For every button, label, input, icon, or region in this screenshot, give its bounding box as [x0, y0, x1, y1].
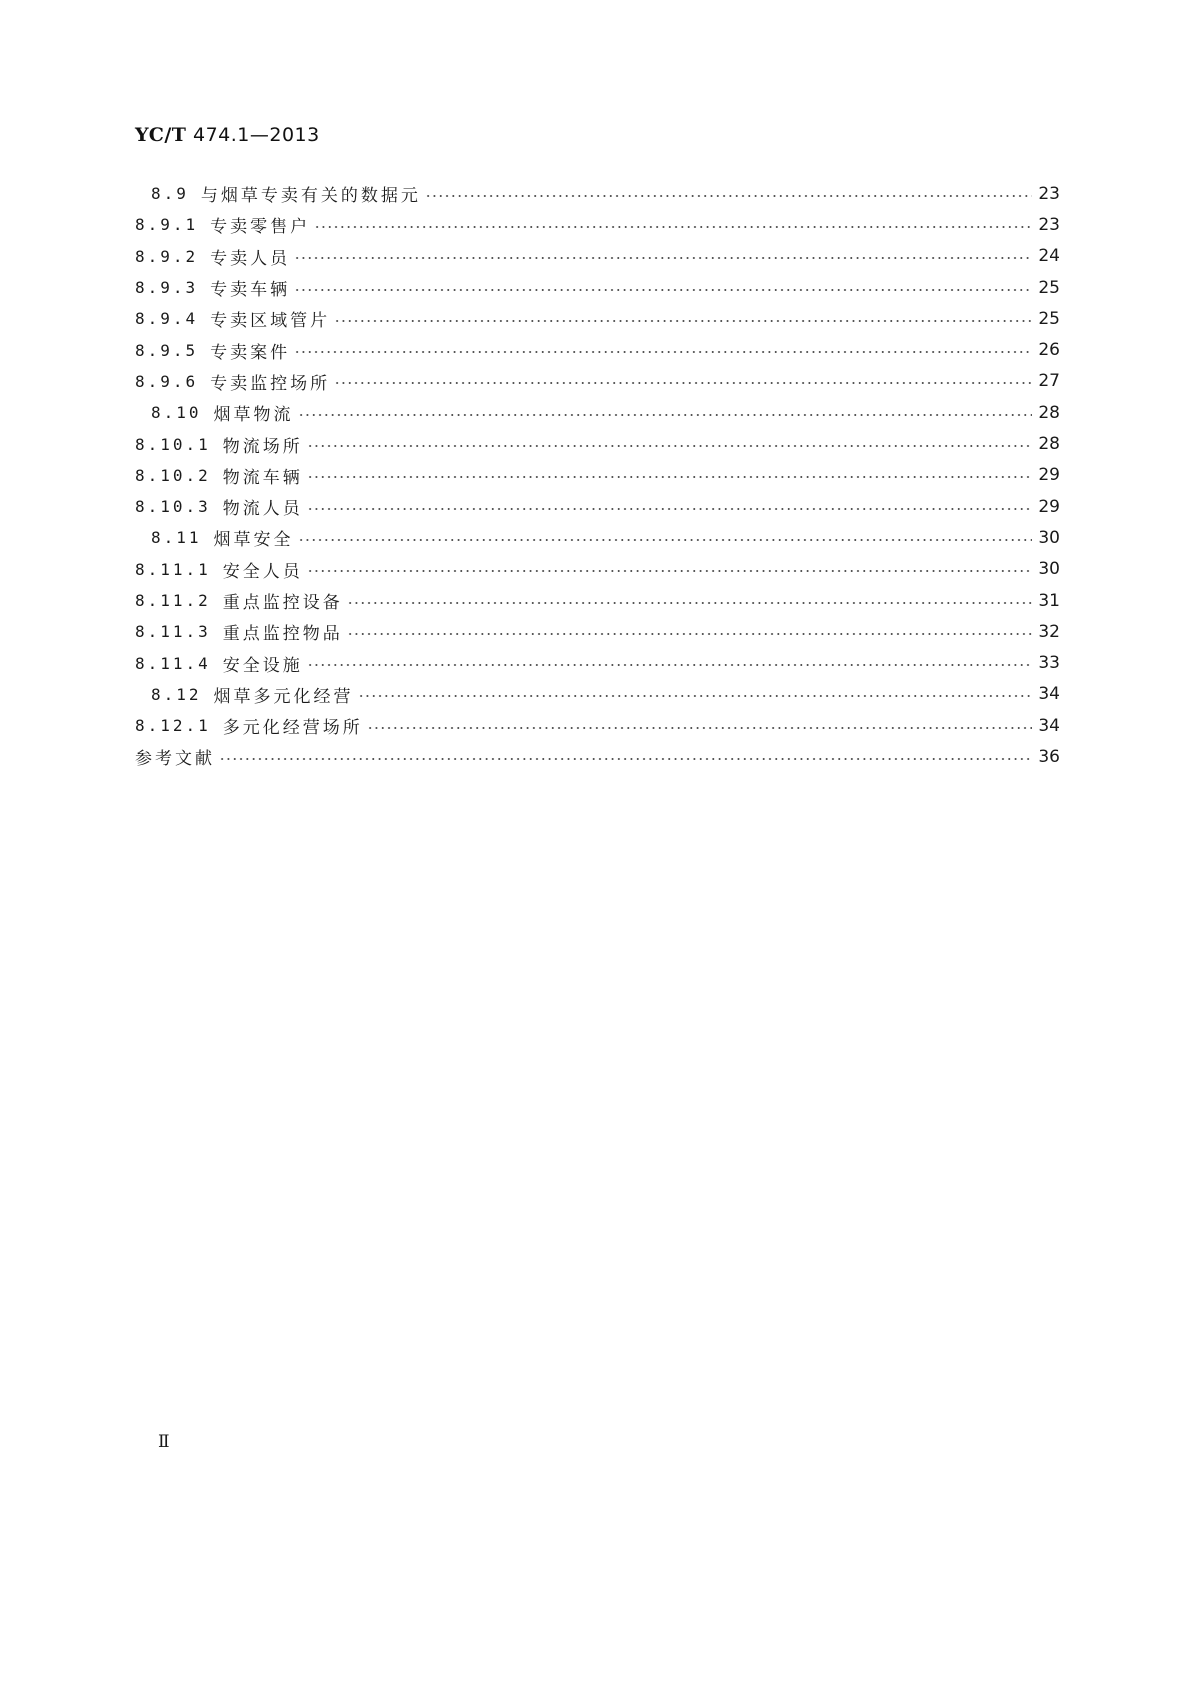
toc-entry-title: 专卖监控场所: [210, 373, 331, 394]
toc-dot-leader: [347, 633, 1032, 635]
toc-entry-title: 专卖区域管片: [210, 311, 331, 332]
toc-entry-page: 24: [1038, 246, 1060, 267]
toc-entry-page: 30: [1038, 559, 1060, 580]
toc-entry-page: 29: [1038, 496, 1060, 517]
toc-entry-number: 8.9.5: [135, 340, 199, 360]
toc-dot-leader: [334, 382, 1032, 384]
toc-entry-number: 8.9.6: [135, 371, 199, 391]
toc-entry-page: 27: [1038, 371, 1060, 392]
toc-entry-page: 29: [1038, 465, 1060, 486]
toc-dot-leader: [314, 226, 1032, 228]
toc-entry-title: 专卖人员: [210, 248, 291, 269]
toc-dot-leader: [358, 695, 1032, 697]
toc-entry[interactable]: [135, 491, 1060, 522]
toc-entry-number: 8.11.2: [135, 591, 211, 610]
toc-dot-leader: [307, 476, 1032, 478]
toc-entry-page: 25: [1038, 308, 1060, 329]
toc-entry-number: 8.11: [151, 528, 202, 548]
toc-entry-number: 8.11.3: [135, 622, 211, 642]
toc-entry-title: 安全人员: [222, 561, 303, 582]
toc-entry-page: 32: [1038, 621, 1060, 642]
toc-entry-title: 烟草多元化经营: [213, 686, 354, 707]
toc-entry[interactable]: [135, 303, 1060, 334]
toc-dot-leader: [294, 289, 1032, 291]
toc-entry[interactable]: [135, 334, 1060, 365]
table-of-contents: [135, 178, 1060, 773]
toc-entry-title: 专卖车辆: [210, 280, 291, 301]
toc-entry-title: 烟草物流: [213, 405, 294, 426]
toc-entry-number: 8.12: [151, 684, 202, 704]
toc-entry-page: 23: [1038, 214, 1060, 235]
toc-entry[interactable]: [135, 554, 1060, 585]
toc-dot-leader: [307, 664, 1032, 666]
toc-dot-leader: [367, 727, 1032, 729]
page-number: Ⅱ: [158, 1432, 170, 1452]
toc-entry-number: 8.11.1: [135, 559, 211, 579]
toc-entry-number: 8.12.1: [135, 716, 211, 736]
toc-entry[interactable]: [135, 209, 1060, 240]
toc-entry[interactable]: [135, 522, 1060, 553]
toc-entry-page: 28: [1038, 402, 1060, 423]
toc-entry-title: 专卖零售户: [210, 217, 311, 238]
toc-entry-title: 物流场所: [222, 436, 303, 457]
toc-entry[interactable]: [135, 241, 1060, 272]
toc-entry-number: 8.11.4: [135, 653, 211, 673]
toc-entry-page: 30: [1038, 527, 1060, 548]
toc-entry[interactable]: [135, 178, 1060, 209]
toc-entry-page: 36: [1038, 746, 1060, 767]
toc-entry[interactable]: [135, 741, 1060, 772]
toc-dot-leader: [219, 758, 1032, 760]
toc-entry-page: 34: [1038, 684, 1060, 705]
toc-dot-leader: [294, 351, 1032, 353]
toc-entry-title: 重点监控设备: [222, 593, 343, 613]
toc-entry[interactable]: [135, 585, 1060, 616]
toc-entry-number: 8.10: [151, 403, 202, 423]
toc-entry-page: 31: [1038, 590, 1060, 611]
toc-entry-page: 26: [1038, 340, 1060, 361]
toc-dot-leader: [347, 602, 1032, 604]
toc-entry[interactable]: [135, 397, 1060, 428]
toc-entry-number: 8.10.3: [135, 497, 211, 517]
toc-entry[interactable]: [135, 272, 1060, 303]
toc-entry[interactable]: [135, 710, 1060, 741]
toc-entry-title: 物流车辆: [222, 467, 303, 488]
standard-code: YC/T: [135, 124, 187, 146]
toc-dot-leader: [294, 257, 1032, 259]
toc-entry-number: 8.10.2: [135, 465, 211, 485]
toc-entry-page: 34: [1038, 715, 1060, 736]
toc-entry-title: 烟草安全: [213, 530, 294, 551]
toc-dot-leader: [307, 508, 1032, 510]
toc-entry-title: 多元化经营场所: [222, 718, 363, 739]
toc-dot-leader: [307, 445, 1032, 447]
toc-dot-leader: [425, 195, 1032, 197]
document-header: [135, 124, 320, 146]
toc-entry-number: 8.9: [151, 184, 189, 204]
toc-entry-number: 8.9.1: [135, 215, 199, 235]
toc-entry-number: 8.9.3: [135, 278, 199, 298]
toc-entry-title: 重点监控物品: [222, 624, 343, 645]
toc-entry[interactable]: [135, 366, 1060, 397]
toc-entry-page: 33: [1038, 653, 1060, 674]
toc-entry-title: 参考文献: [135, 749, 215, 770]
standard-number: 474.1—2013: [192, 124, 320, 146]
toc-entry-number: 8.9.2: [135, 246, 199, 266]
toc-entry-title: 物流人员: [222, 499, 303, 520]
toc-entry-title: 与烟草专卖有关的数据元: [200, 186, 421, 207]
toc-dot-leader: [298, 539, 1032, 541]
toc-dot-leader: [298, 414, 1032, 416]
toc-entry-page: 28: [1038, 434, 1060, 455]
toc-entry-title: 安全设施: [222, 655, 303, 676]
toc-dot-leader: [334, 320, 1032, 322]
toc-entry-number: 8.10.1: [135, 434, 211, 454]
toc-entry-title: 专卖案件: [210, 342, 291, 363]
toc-entry[interactable]: [135, 679, 1060, 710]
toc-entry[interactable]: [135, 460, 1060, 491]
toc-entry-page: 25: [1038, 277, 1060, 298]
toc-entry-page: 23: [1038, 183, 1060, 204]
toc-entry-number: 8.9.4: [135, 309, 199, 329]
toc-entry[interactable]: [135, 616, 1060, 647]
toc-entry[interactable]: [135, 647, 1060, 678]
toc-entry[interactable]: [135, 428, 1060, 459]
toc-dot-leader: [307, 570, 1032, 572]
